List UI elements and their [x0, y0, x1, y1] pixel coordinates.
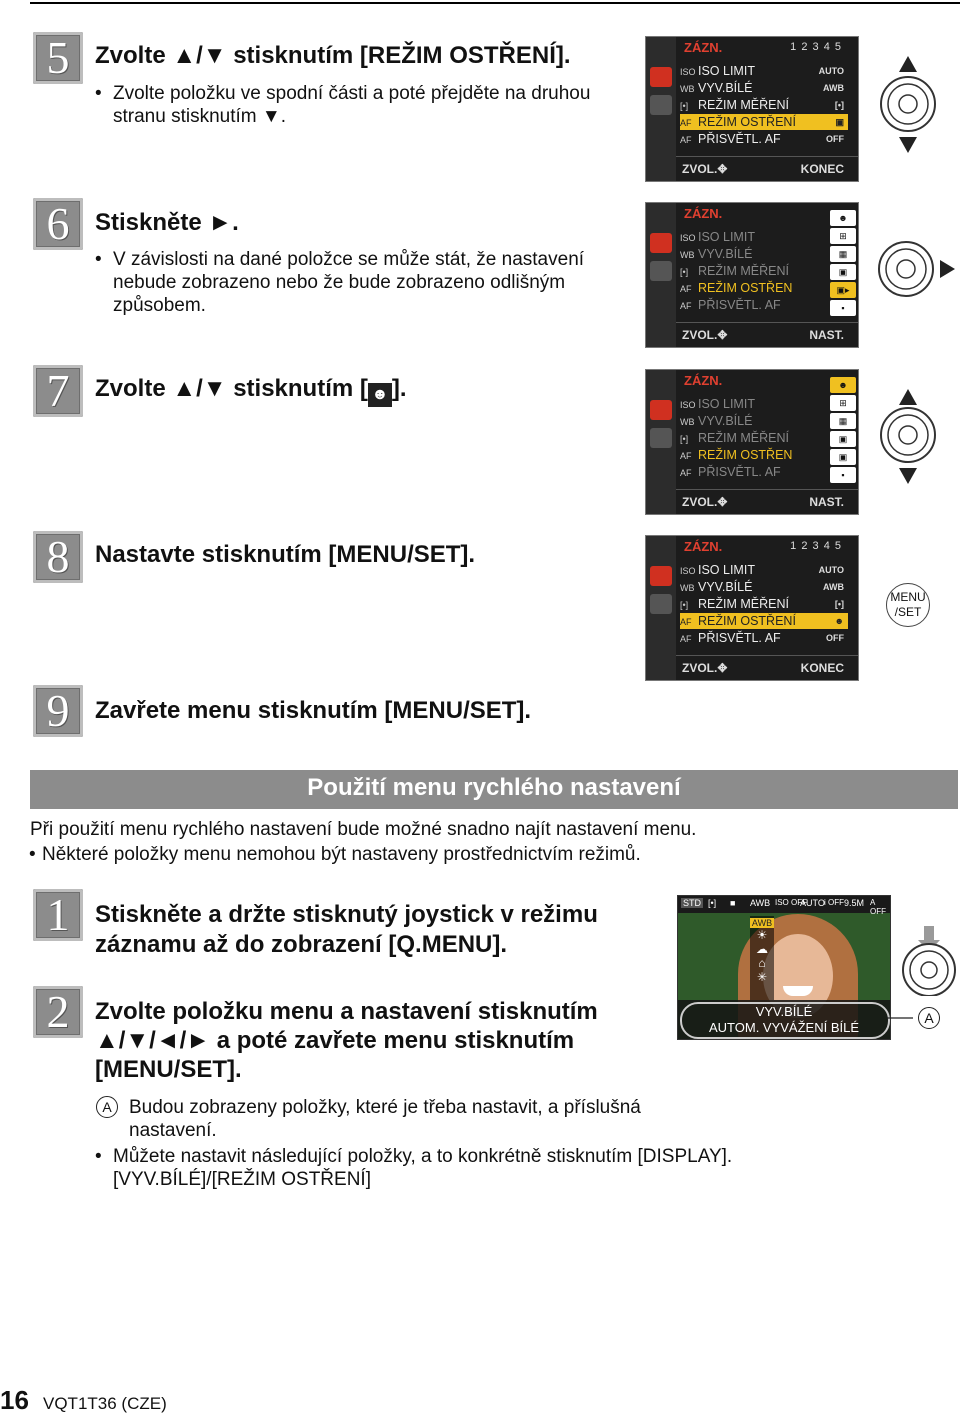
step-number: 8: [46, 531, 70, 582]
menu-row: [•] REŽIM MĚŘENÍ: [680, 264, 789, 278]
qstep-2-line1: Zvolte položku menu a nastavení stisknutím: [95, 998, 598, 1025]
menu-row: ISO ISO LIMIT: [680, 397, 755, 411]
menu-row: WB VYV.BÍLÉ AWB: [680, 580, 844, 594]
joystick-up-down-icon: [873, 52, 943, 157]
wrench-tab-icon: [650, 594, 672, 614]
option-icon: ▣: [830, 431, 856, 447]
option-icon: ▦: [830, 413, 856, 429]
step-7-badge: [33, 365, 83, 417]
menu-row-selected: AF REŽIM OSTŘENÍ ▣: [680, 114, 848, 130]
menu-set-line1: MENU: [890, 590, 926, 604]
camera-tab-icon: [650, 67, 672, 87]
menu-set-line2: /SET: [894, 605, 922, 619]
screen-pages: 1 2 3 4 5: [790, 540, 842, 552]
face-detection-icon: ☻: [368, 383, 392, 407]
menu-row-selected: AF REŽIM OSTŘENÍ ☻: [680, 613, 848, 629]
bullet-text: Zvolte položku ve spodní části a poté přejděte na druhou stranu stisknutím ▼.: [113, 83, 591, 127]
menu-set-button-icon: [886, 583, 930, 627]
screen-pages: 1 2 3 4 5: [790, 41, 842, 53]
screen-title: ZÁZN.: [684, 373, 723, 388]
step-number: 2: [46, 986, 70, 1037]
callout-line: [885, 1008, 915, 1028]
camera-screen-4: [645, 535, 859, 681]
menu-row: ISO ISO LIMIT AUTO: [680, 563, 844, 577]
step-number: 7: [46, 365, 70, 416]
step-6-badge: [33, 198, 83, 250]
menu-row: AF PŘISVĚTL. AF: [680, 298, 781, 312]
camera-screen-1: [645, 36, 859, 182]
step-6-bullet: • V závislosti na dané položce se může stát, že nastavení nebude zobrazeno nebo že bude zobrazeno odlišným způsobem.: [95, 249, 585, 316]
qstep-1-line1: Stiskněte a držte stisknutý joystick v režimu: [95, 901, 598, 928]
step-number: 6: [46, 198, 70, 249]
step-number: 5: [46, 32, 70, 83]
menu-row: AF PŘISVĚTL. AF OFF: [680, 631, 844, 645]
qstep-2-line3: [MENU/SET].: [95, 1056, 242, 1083]
qstep-bullet: • Můžete nastavit následující položky, a to konkrétně stisknutím [DISPLAY].: [95, 1146, 733, 1167]
option-icon: ☻: [830, 210, 856, 226]
step-5-title: Zvolte ▲/▼ stisknutím [REŽIM OSTŘENÍ].: [95, 42, 571, 69]
qstep-bullet-items: [VYV.BÍLÉ]/[REŽIM OSTŘENÍ]: [113, 1169, 371, 1190]
screen-footer: ZVOL.✥ KONEC: [676, 655, 858, 680]
screen-footer: ZVOL.✥ KONEC: [676, 156, 858, 181]
step-9-title: Zavřete menu stisknutím [MENU/SET].: [95, 697, 532, 724]
camera-tab-icon: [650, 566, 672, 586]
menu-row: WB VYV.BÍLÉ: [680, 414, 753, 428]
step-5-badge: [33, 32, 83, 84]
menu-row: ISO ISO LIMIT AUTO: [680, 64, 844, 78]
step-8-title: Nastavte stisknutím [MENU/SET].: [95, 541, 476, 568]
camera-tab-icon: [650, 400, 672, 420]
menu-row: [•] REŽIM MĚŘENÍ: [680, 431, 789, 445]
joystick-press-icon: [898, 924, 960, 996]
step-9-badge: [33, 685, 83, 737]
qstep-2-line2: ▲/▼/◄/► a poté zavřete menu stisknutím: [95, 1027, 575, 1054]
camera-screen-3: [645, 369, 859, 515]
menu-row: [•] REŽIM MĚŘENÍ [•]: [680, 98, 844, 112]
option-icon: ▣: [830, 449, 856, 465]
menu-row: WB VYV.BÍLÉ: [680, 247, 753, 261]
menu-row: ISO ISO LIMIT: [680, 230, 755, 244]
camera-screen-2: [645, 202, 859, 348]
option-icon: ▣: [830, 264, 856, 280]
bullet-text: V závislosti na dané položce se může stát, že nastavení nebude zobrazeno nebo že bude zobrazeno odlišným způsobem.: [113, 249, 585, 316]
joystick-right-icon: [873, 232, 958, 307]
section-title: Použití menu rychlého nastavení: [307, 774, 681, 801]
option-icon: ⊞: [830, 228, 856, 244]
menu-row: [•] REŽIM MĚŘENÍ [•]: [680, 597, 844, 611]
note-a-marker: A: [96, 1096, 118, 1118]
screen-sidebar: [646, 37, 676, 181]
caption-line2: AUTOM. VYVÁŽENÍ BÍLÉ: [708, 1020, 860, 1035]
section-intro: Při použití menu rychlého nastavení bude možné snadno najít nastavení menu.: [30, 819, 697, 840]
wb-options-column: AWB ☀ ☁ ⌂ ✳: [750, 916, 774, 1000]
qstep-1-line2: záznamu až do zobrazení [Q.MENU].: [95, 931, 508, 958]
bullet-text: Některé položky menu nemohou být nastaveny prostřednictvím režimů.: [42, 844, 641, 865]
step-number: 1: [46, 889, 70, 940]
section-bullet: • Některé položky menu nemohou být nastaveny prostřednictvím režimů.: [29, 844, 641, 865]
option-icon-selected: ▣▸: [830, 282, 856, 298]
screen-title: ZÁZN.: [684, 206, 723, 221]
section-header: [30, 770, 958, 809]
quick-menu-screen: [677, 895, 891, 1040]
screen-sidebar: [646, 203, 676, 347]
joystick-up-down-icon: [873, 385, 943, 490]
menu-row: WB VYV.BÍLÉ AWB: [680, 81, 844, 95]
quick-menu-top-bar: STD [•] ■ AWB ISO OFF AUTO i OFF 9.5M A OFF: [678, 896, 890, 913]
option-icon-selected: ☻: [830, 377, 856, 393]
document-code: VQT1T36 (CZE): [43, 1394, 167, 1413]
screen-title: ZÁZN.: [684, 539, 723, 554]
screen-sidebar: [646, 370, 676, 514]
menu-row-active: AF REŽIM OSTŘEN: [680, 281, 793, 295]
step-number: 9: [46, 685, 70, 736]
option-icon: ⊞: [830, 395, 856, 411]
screen-footer: ZVOL.✥ NAST.: [676, 489, 858, 514]
menu-row: AF PŘISVĚTL. AF: [680, 465, 781, 479]
wrench-tab-icon: [650, 95, 672, 115]
step-8-badge: [33, 531, 83, 583]
top-rule: [30, 2, 960, 4]
wrench-tab-icon: [650, 261, 672, 281]
qstep-1-badge: [33, 889, 83, 941]
step-7-title: [95, 374, 407, 407]
screen-footer: ZVOL.✥ NAST.: [676, 322, 858, 347]
step-6-title: Stiskněte ►.: [95, 209, 239, 236]
note-a-text: Budou zobrazeny položky, které je třeba nastavit, a příslušná nastavení.: [129, 1097, 641, 1141]
page-number: 16: [0, 1385, 29, 1415]
bullet-text: Můžete nastavit následující položky, a to konkrétně stisknutím [DISPLAY].: [113, 1146, 733, 1167]
quick-menu-caption-area: [678, 1000, 890, 1039]
option-icon: ▪: [830, 467, 856, 483]
step-5-bullet: • Zvolte položku ve spodní části a poté přejděte na druhou stranu stisknutím ▼.: [95, 83, 591, 127]
caption-line1: VYV.BÍLÉ: [755, 1004, 813, 1019]
qstep-2-badge: [33, 986, 83, 1038]
step-7-title-text: Zvolte ▲/▼ stisknutím [: [95, 375, 368, 402]
camera-tab-icon: [650, 233, 672, 253]
screen-title: ZÁZN.: [684, 40, 723, 55]
menu-row-active: AF REŽIM OSTŘEN: [680, 448, 793, 462]
option-icon: ▦: [830, 246, 856, 262]
step-7-title-end: ].: [391, 375, 407, 402]
screen-sidebar: [646, 536, 676, 680]
callout-a-marker: A: [918, 1007, 940, 1029]
wrench-tab-icon: [650, 428, 672, 448]
menu-row: AF PŘISVĚTL. AF OFF: [680, 132, 844, 146]
option-icon: ▪: [830, 300, 856, 316]
